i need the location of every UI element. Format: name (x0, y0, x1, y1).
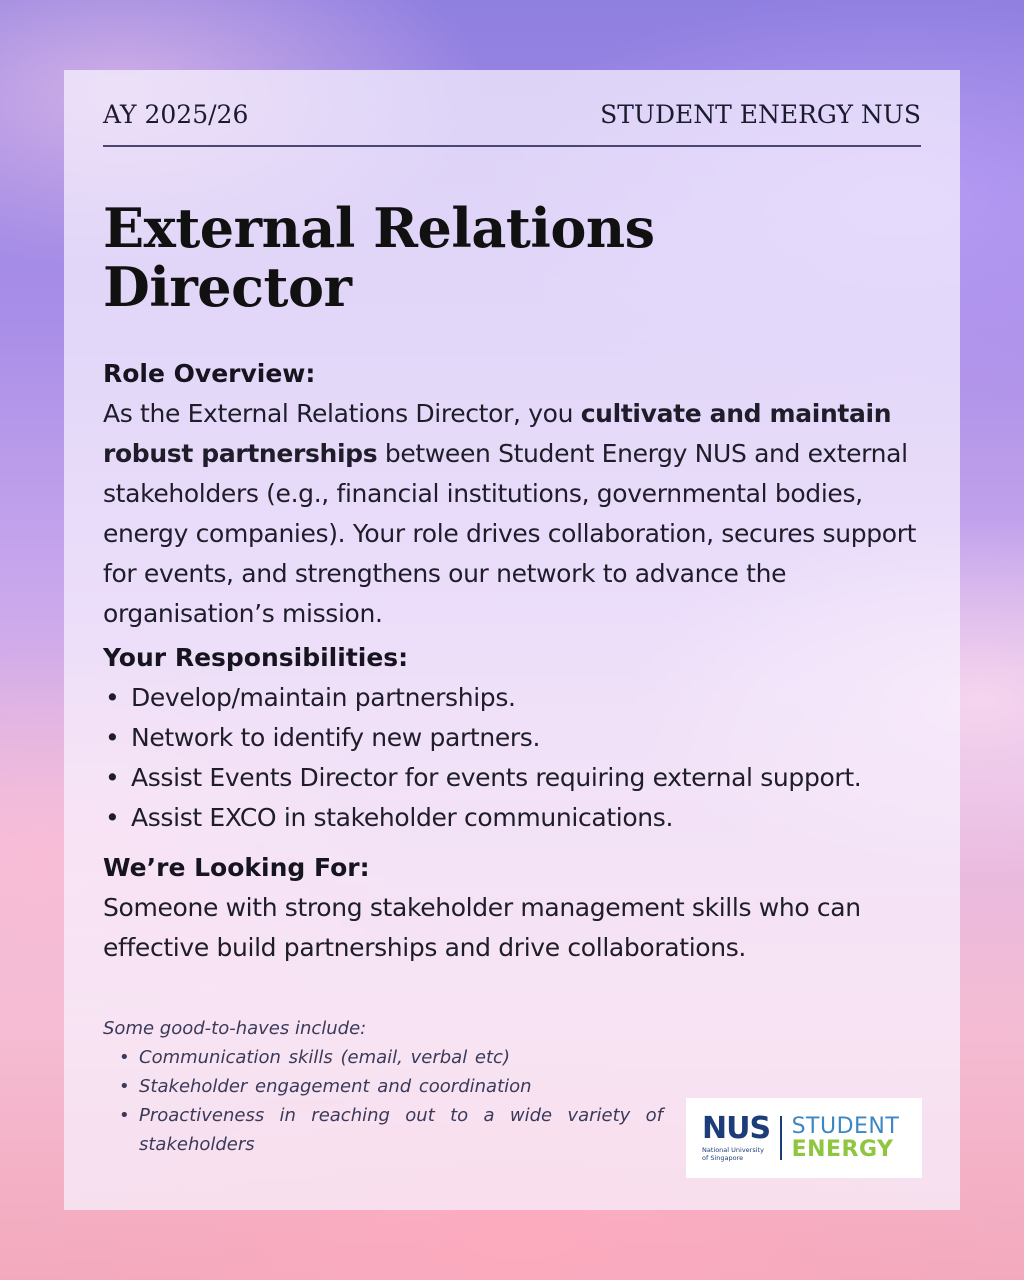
nus-subtitle-line2: of Singapore (702, 1154, 744, 1162)
list-item (117, 1043, 663, 1072)
role-overview-heading: Role Overview: (103, 358, 316, 388)
list-item (117, 1101, 663, 1159)
responsibilities-list (103, 678, 921, 838)
list-item-text: Proactiveness in reaching out to a wide variety of stakeholders (139, 1105, 663, 1155)
student-wordmark: STUDENT (791, 1113, 900, 1139)
role-card (64, 70, 960, 1210)
looking-for-section (103, 848, 921, 968)
list-item-text: Assist Events Director for events requiring external support. (131, 762, 862, 792)
organisation-name: STUDENT ENERGY NUS (600, 100, 921, 129)
bullet-icon: • (105, 762, 120, 792)
looking-for-heading: We’re Looking For: (103, 852, 370, 882)
page-title: External Relations Director (103, 196, 655, 320)
nus-student-energy-logo (686, 1098, 922, 1178)
good-to-haves (103, 1014, 663, 1159)
list-item-text: Network to identify new partners. (131, 722, 541, 752)
bullet-icon: • (105, 802, 120, 832)
nus-wordmark: NUS (702, 1111, 771, 1146)
list-item (103, 798, 921, 838)
list-item-text: Communication skills (email, verbal etc) (139, 1047, 510, 1068)
role-overview-section (103, 354, 921, 634)
good-to-haves-intro: Some good-to-haves include: (103, 1018, 367, 1039)
nus-logo (702, 1111, 771, 1162)
bullet-icon: • (105, 722, 120, 752)
bullet-icon: • (119, 1047, 130, 1068)
logo-divider (780, 1116, 782, 1160)
role-overview-text (103, 394, 921, 634)
list-item (103, 718, 921, 758)
academic-year: AY 2025/26 (103, 100, 249, 129)
list-item-text: Assist EXCO in stakeholder communications. (131, 802, 674, 832)
list-item-text: Stakeholder engagement and coordination (139, 1076, 532, 1097)
list-item-text: Develop/maintain partnerships. (131, 682, 516, 712)
list-item (117, 1072, 663, 1101)
list-item (103, 758, 921, 798)
overview-text-bold: cultivate and maintain robust partnerships (103, 398, 892, 468)
bullet-icon: • (119, 1076, 130, 1097)
overview-text-start: As the External Relations Director, you (103, 398, 581, 428)
bullet-icon: • (119, 1105, 130, 1126)
student-energy-logo (791, 1113, 900, 1162)
overview-text-end: between Student Energy NUS and external stakeholders (e.g., financial institutions, governmental bodies, energy companies). Your role drives collaboration, secures support for events, and strengthens our network to advance the organisation’s mission. (103, 438, 917, 628)
looking-for-text: Someone with strong stakeholder management skills who can effective build partnerships and drive collaborations. (103, 892, 861, 962)
energy-wordmark: ENERGY (791, 1136, 894, 1162)
header-bar (103, 100, 921, 147)
nus-subtitle-line1: National University (702, 1146, 764, 1154)
list-item (103, 678, 921, 718)
responsibilities-section (103, 638, 921, 838)
responsibilities-heading: Your Responsibilities: (103, 642, 409, 672)
bullet-icon: • (105, 682, 120, 712)
good-to-haves-list (103, 1043, 663, 1159)
